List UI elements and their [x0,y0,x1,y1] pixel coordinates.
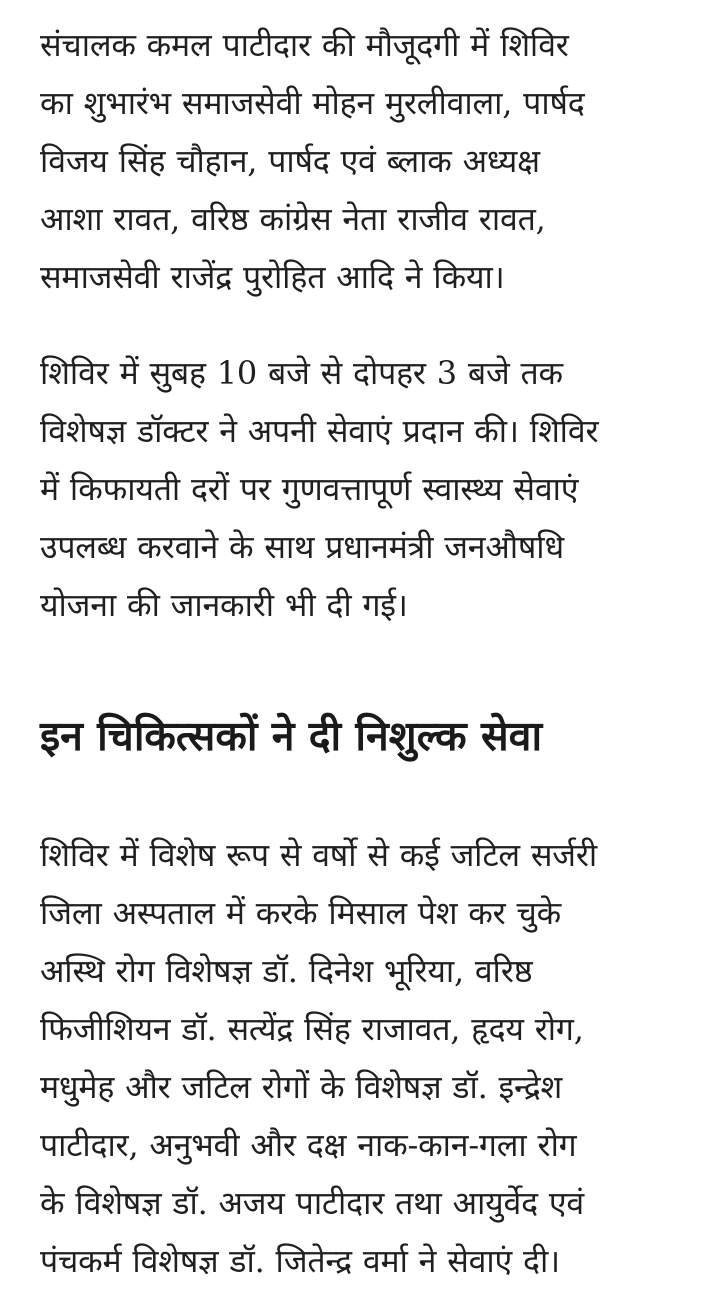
paragraph-camp-timing [40,344,598,634]
paragraph-line: पाटीदार, अनुभवी और दक्ष नाक-कान-गला रोग [40,1126,577,1164]
paragraph-line: योजना की जानकारी भी दी गई। [40,586,408,624]
paragraph-line: समाजसेवी राजेंद्र पुरोहित आदि ने किया। [40,258,505,296]
paragraph-line: संचालक कमल पाटीदार की मौजूदगी में शिविर [40,26,569,64]
paragraph-line: अस्थि रोग विशेषज्ञ डॉ. दिनेश भूरिया, वरिष्ठ [40,952,533,990]
paragraph-line: आशा रावत, वरिष्ठ कांग्रेस नेता राजीव रावत, [40,200,546,238]
paragraph-line: विजय सिंह चौहान, पार्षद एवं ब्लाक अध्यक्ष [40,142,540,180]
paragraph-doctors [40,826,597,1290]
paragraph-line: शिविर में सुबह 10 बजे से दोपहर 3 बजे तक [40,354,563,392]
paragraph-line: में किफायती दरों पर गुणवत्तापूर्ण स्वास्थ्य सेवाएं [40,470,579,508]
paragraph-line: फिजीशियन डॉ. सत्येंद्र सिंह राजावत, हृदय रोग, [40,1010,584,1048]
section-heading: इन चिकित्सकों ने दी निशुल्क सेवा [40,712,543,760]
paragraph-line: के विशेषज्ञ डॉ. अजय पाटीदार तथा आयुर्वेद एवं [40,1184,584,1222]
paragraph-line: पंचकर्म विशेषज्ञ डॉ. जितेन्द्र वर्मा ने सेवाएं दी। [40,1242,560,1280]
paragraph-inauguration [40,16,585,306]
paragraph-line: शिविर में विशेष रूप से वर्षो से कई जटिल सर्जरी [40,836,598,874]
paragraph-line: मधुमेह और जटिल रोगों के विशेषज्ञ डॉ. इन्द्रेश [40,1068,563,1106]
paragraph-line: उपलब्ध करवाने के साथ प्रधानमंत्री जनऔषधि [40,528,564,566]
paragraph-line: का शुभारंभ समाजसेवी मोहन मुरलीवाला, पार्षद [40,84,585,122]
paragraph-line: विशेषज्ञ डॉक्टर ने अपनी सेवाएं प्रदान की। शिविर [40,412,599,450]
paragraph-line: जिला अस्पताल में करके मिसाल पेश कर चुके [40,894,562,932]
